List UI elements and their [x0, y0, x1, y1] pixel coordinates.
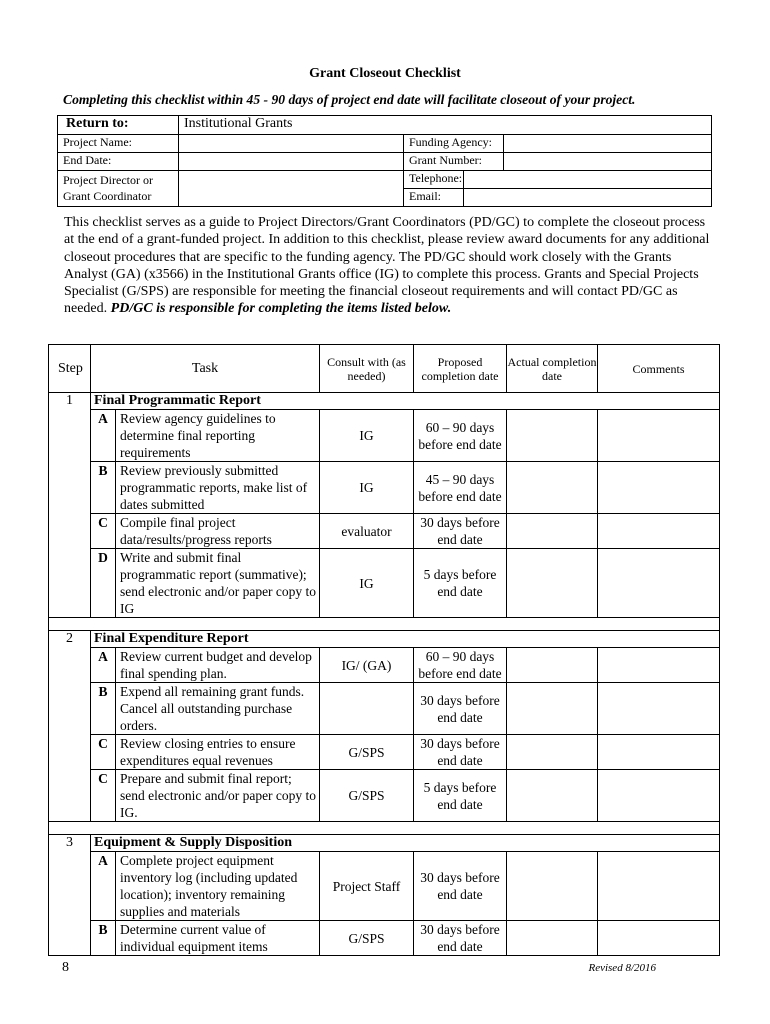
item-proposed: 60 – 90 days before end date — [414, 648, 507, 683]
item-consult: G/SPS — [320, 735, 414, 770]
intro-text: This checklist serves as a guide to Project Directors/Grant Coordinators (PD/GC) to complete the closeout process at the end of a grant-funded project. In addition to this checklist, please review award documents for any additional closeout procedures that are specific to the funding agency. The PD/GC should work closely with the Grants Analyst (GA) (x3566) in the Institutional Grants office (IG) to complete this process. Grants and Special Projects Specialist (G/SPS) are responsible for meeting the financial closeout requirements and will contact PD/GC as needed. — [64, 215, 710, 317]
end-date-field[interactable] — [179, 153, 404, 171]
grant-number-field[interactable] — [504, 153, 712, 171]
item-consult: IG — [320, 462, 414, 514]
item-task: Write and submit final programmatic report (summative); send electronic and/or paper copy to IG — [116, 549, 320, 618]
email-field[interactable] — [464, 189, 712, 207]
revision-date: Revised 8/2016 — [588, 962, 656, 974]
spacer-row — [49, 822, 720, 835]
intro-emphasis: PD/GC is responsible for completing the items listed below. — [110, 301, 452, 317]
intro-paragraph — [64, 214, 714, 318]
item-proposed: 30 days before end date — [414, 514, 507, 549]
header-step: Step — [49, 345, 91, 393]
item-actual-field[interactable] — [507, 735, 598, 770]
step-number: 3 — [49, 835, 91, 956]
item-proposed: 30 days before end date — [414, 921, 507, 956]
project-director-label — [58, 171, 179, 207]
item-comments-field[interactable] — [598, 770, 720, 822]
item-comments-field[interactable] — [598, 735, 720, 770]
item-consult: Project Staff — [320, 852, 414, 921]
item-task: Expend all remaining grant funds. Cancel all outstanding purchase orders. — [116, 683, 320, 735]
page-title: Grant Closeout Checklist — [309, 66, 461, 81]
item-letter: A — [91, 648, 116, 683]
item-actual-field[interactable] — [507, 770, 598, 822]
item-consult: IG — [320, 549, 414, 618]
header-actual: Actual completion date — [507, 345, 598, 393]
item-proposed: 30 days before end date — [414, 735, 507, 770]
item-actual-field[interactable] — [507, 514, 598, 549]
checklist-table — [48, 344, 720, 956]
project-director-label-line1: Project Director or — [63, 173, 153, 187]
item-actual-field[interactable] — [507, 852, 598, 921]
item-comments-field[interactable] — [598, 648, 720, 683]
item-letter: C — [91, 514, 116, 549]
page-number: 8 — [62, 960, 69, 975]
step-number: 1 — [49, 393, 91, 618]
item-letter: D — [91, 549, 116, 618]
spacer-row — [49, 618, 720, 631]
item-comments-field[interactable] — [598, 683, 720, 735]
step-title: Final Expenditure Report — [91, 631, 720, 648]
header-comments: Comments — [598, 345, 720, 393]
item-proposed: 5 days before end date — [414, 770, 507, 822]
telephone-field[interactable] — [464, 171, 712, 189]
item-task: Review previously submitted programmatic reports, make list of dates submitted — [116, 462, 320, 514]
item-actual-field[interactable] — [507, 921, 598, 956]
item-letter: A — [91, 410, 116, 462]
project-name-label: Project Name: — [58, 135, 179, 153]
email-label: Email: — [404, 189, 464, 207]
return-to-value: Institutional Grants — [179, 116, 712, 135]
item-proposed: 5 days before end date — [414, 549, 507, 618]
item-proposed: 30 days before end date — [414, 852, 507, 921]
item-task: Review closing entries to ensure expenditures equal revenues — [116, 735, 320, 770]
project-director-field[interactable] — [179, 171, 404, 207]
item-actual-field[interactable] — [507, 648, 598, 683]
item-consult: G/SPS — [320, 921, 414, 956]
grant-number-label: Grant Number: — [404, 153, 504, 171]
funding-agency-label: Funding Agency: — [404, 135, 504, 153]
item-proposed: 45 – 90 days before end date — [414, 462, 507, 514]
item-task: Review agency guidelines to determine final reporting requirements — [116, 410, 320, 462]
item-comments-field[interactable] — [598, 410, 720, 462]
item-comments-field[interactable] — [598, 514, 720, 549]
project-director-label-line2: Grant Coordinator — [63, 189, 152, 203]
project-name-field[interactable] — [179, 135, 404, 153]
item-consult: evaluator — [320, 514, 414, 549]
item-actual-field[interactable] — [507, 549, 598, 618]
item-task: Determine current value of individual equipment items — [116, 921, 320, 956]
item-letter: C — [91, 735, 116, 770]
item-task: Complete project equipment inventory log (including updated location); inventory remaining supplies and materials — [116, 852, 320, 921]
item-actual-field[interactable] — [507, 683, 598, 735]
funding-agency-field[interactable] — [504, 135, 712, 153]
item-consult: IG/ (GA) — [320, 648, 414, 683]
item-comments-field[interactable] — [598, 921, 720, 956]
end-date-label: End Date: — [58, 153, 179, 171]
item-actual-field[interactable] — [507, 462, 598, 514]
item-letter: B — [91, 462, 116, 514]
header-consult: Consult with (as needed) — [320, 345, 414, 393]
item-consult: G/SPS — [320, 770, 414, 822]
header-task: Task — [91, 345, 320, 393]
item-letter: A — [91, 852, 116, 921]
item-actual-field[interactable] — [507, 410, 598, 462]
item-comments-field[interactable] — [598, 852, 720, 921]
item-proposed: 60 – 90 days before end date — [414, 410, 507, 462]
item-comments-field[interactable] — [598, 462, 720, 514]
item-letter: B — [91, 921, 116, 956]
item-comments-field[interactable] — [598, 549, 720, 618]
step-title: Final Programmatic Report — [91, 393, 720, 410]
return-to-label: Return to: — [58, 116, 179, 135]
item-consult: IG — [320, 410, 414, 462]
item-task: Prepare and submit final report; send electronic and/or paper copy to IG. — [116, 770, 320, 822]
step-title: Equipment & Supply Disposition — [91, 835, 720, 852]
step-number: 2 — [49, 631, 91, 822]
header-proposed: Proposed completion date — [414, 345, 507, 393]
telephone-label: Telephone: — [404, 171, 464, 189]
project-info-table — [57, 115, 712, 207]
item-letter: C — [91, 770, 116, 822]
item-consult — [320, 683, 414, 735]
item-task: Compile final project data/results/progress reports — [116, 514, 320, 549]
item-proposed: 30 days before end date — [414, 683, 507, 735]
item-letter: B — [91, 683, 116, 735]
page-subtitle: Completing this checklist within 45 - 90 days of project end date will facilitate closeout of your project. — [63, 92, 636, 107]
item-task: Review current budget and develop final spending plan. — [116, 648, 320, 683]
